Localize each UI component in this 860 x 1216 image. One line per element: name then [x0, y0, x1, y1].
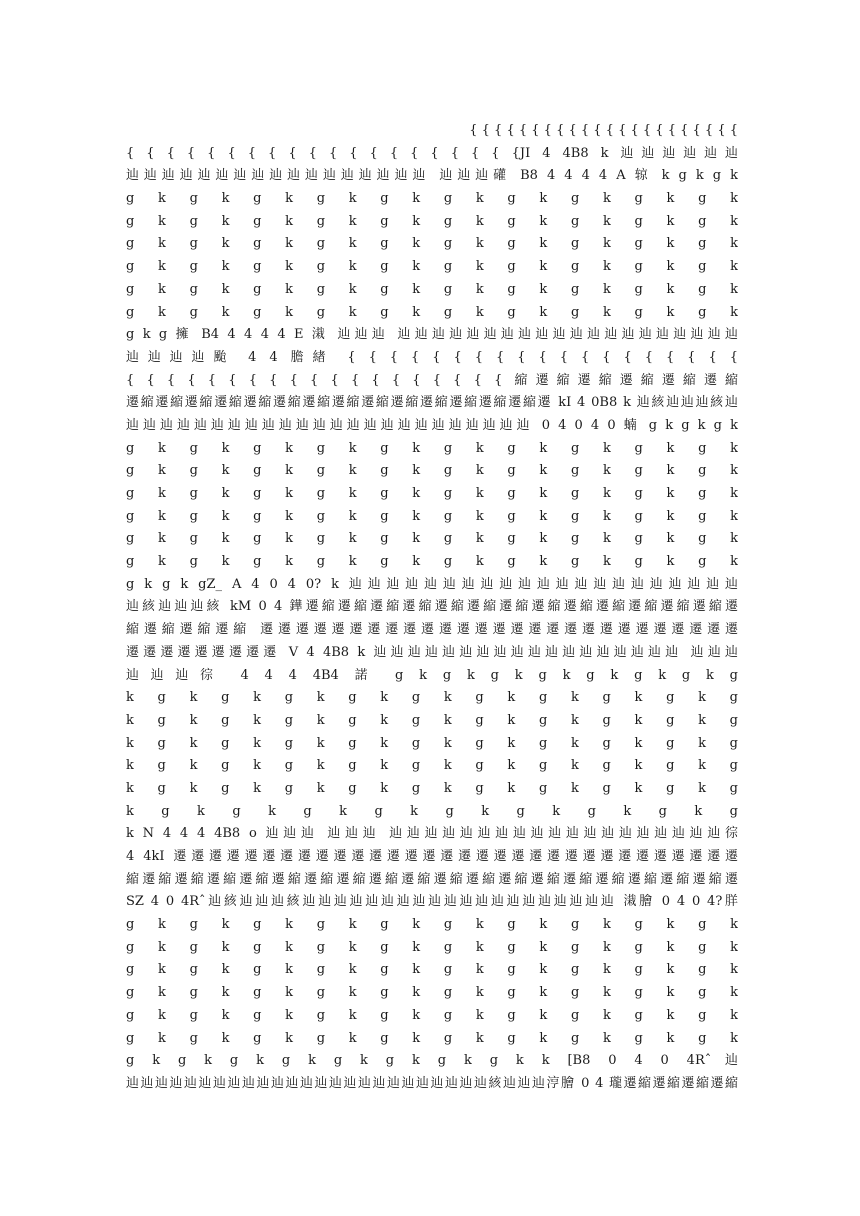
- text-line: g k g k g k g k g k g k g k g k g k g k: [126, 213, 738, 229]
- text-line: g k g k gZ_ A 4 0 4 0? k 辿辿辿辿辿辿辿辿辿辿辿辿辿辿辿辿辿辿辿辿辿: [126, 576, 738, 592]
- text-line: k N 4 4 4 4B8 o 辿辿辿 辿辿辿 辿辿辿辿辿辿辿辿辿辿辿辿辿辿辿辿辿辿辿徖: [126, 826, 738, 842]
- text-line: 遷縮遷縮遷縮遷縮遷縮遷縮遷縮遷縮遷縮遷縮遷縮遷縮遷縮遷縮遷 kI 4 0B8 k 辿絯辿辿辿絯辿: [126, 395, 738, 411]
- text-line: g k g k g k g k g k g k g k g k g k g k: [126, 463, 738, 479]
- text-line: g k g k g k g k g k g k g k g k g k g k: [126, 917, 738, 933]
- text-line: g k g k g k g k g k g k g k g k g k g k: [126, 259, 738, 275]
- text-line: 辿辿辿辿辿辿辿辿辿辿辿辿辿辿辿辿辿辿辿辿辿辿辿辿辿絯辿辿辿涥膾 0 4 瓏遷縮遷縮遷縮遷縮: [126, 1075, 738, 1091]
- text-line: g k g k g k g k g k g k g k g k g k g k: [126, 1007, 738, 1023]
- text-line: g k g k g k g k g k g k g k g k g k g k: [126, 939, 738, 955]
- text-line: 辿辿辿徖 4 4 4 4B4 諾 g k g k g k g k g k g k g k g: [126, 667, 738, 683]
- text-line: 縮遷縮遷縮遷縮 遷遷遷遷遷遷遷遷遷遷遷遷遷遷遷遷遷遷遷遷遷遷遷遷遷遷遷: [126, 622, 738, 638]
- text-line: g k g k g k g k g k g k g k g k g k g k: [126, 236, 738, 252]
- text-line: { { { { { { { { { { { { { { { { { { { { { {: [469, 123, 738, 138]
- text-line: g k g k g k g k g k g k g k g k g k g k: [126, 304, 738, 320]
- text-line: g k g k g k g k g k g k g k g k g k g k: [126, 281, 738, 297]
- text-line: g k g k g k g k g k g k g k g k g k g k: [126, 1030, 738, 1046]
- text-line: g k g k g k g k g k g k g k g k g k g k: [126, 554, 738, 570]
- text-line: k g k g k g k g k g k g k g k g k g k g: [126, 780, 738, 796]
- text-line: g k g k g k g k g k g k g k g k g k g k: [126, 962, 738, 978]
- text-line: k g k g k g k g k g k g k g k g k g k g: [126, 712, 738, 728]
- text-line: g k g 擁 B4 4 4 4 4 E 溨 辿辿辿 辿辿辿辿辿辿辿辿辿辿辿辿辿辿辿辿辿辿辿辿: [126, 327, 738, 343]
- text-line: k g k g k g k g k g k g k g k g k g: [126, 803, 738, 819]
- text-line: 辿絯辿辿辿絯 kM 0 4 鏵遷縮遷縮遷縮遷縮遷縮遷縮遷縮遷縮遷縮遷縮遷縮遷縮遷縮遷: [126, 599, 738, 615]
- text-line: 遷遷遷遷遷遷遷遷遷 V 4 4B8 k 辿辿辿辿辿辿辿辿辿辿辿辿辿辿辿辿辿辿 辿辿辿: [126, 644, 738, 660]
- text-line: g k g k g k g k g k g k g k g k k [B8 0 4 0 4Rˆ辿: [126, 1053, 738, 1069]
- text-line: k g k g k g k g k g k g k g k g k g k g: [126, 690, 738, 706]
- text-line: 縮遷縮遷縮遷縮遷縮遷縮遷縮遷縮遷縮遷縮遷縮遷縮遷縮遷縮遷縮遷縮遷縮遷縮遷縮遷: [126, 871, 738, 887]
- text-line: { { { { { { { { { { { { { { { { { { { {JI 4 4B8 k 辿辿辿辿辿辿: [126, 145, 738, 161]
- text-line: g k g k g k g k g k g k g k g k g k g k: [126, 486, 738, 501]
- text-line: 辿辿辿辿辿辿辿辿辿辿辿辿辿辿辿辿辿 辿辿辿礶 B8 4 4 4 4 A 辌 k g k g k: [126, 168, 738, 184]
- text-line: g k g k g k g k g k g k g k g k g k g k: [126, 191, 738, 207]
- text-line: g k g k g k g k g k g k g k g k g k g k: [126, 508, 738, 524]
- document-body: [126, 120, 738, 1096]
- text-line: 4 4kI 遷遷遷遷遷遷遷遷遷遷遷遷遷遷遷遷遷遷遷遷遷遷遷遷遷遷遷遷遷遷遷遷: [126, 849, 738, 864]
- text-line: k g k g k g k g k g k g k g k g k g k g: [126, 735, 738, 751]
- text-line: g k g k g k g k g k g k g k g k g k g k: [126, 985, 738, 1001]
- text-line: g k g k g k g k g k g k g k g k g k g k: [126, 531, 738, 547]
- text-line: 辿辿辿辿颱 4 4 膽緖 { { { { { { { { { { { { { { { { { { {: [126, 349, 738, 365]
- text-line: SZ 4 0 4Rˆ辿絯辿辿辿絯辿辿辿辿辿辿辿辿辿辿辿辿辿辿辿辿辿辿辿辿 溨膾 0 4 0 4?羘: [126, 894, 738, 910]
- text-line: k g k g k g k g k g k g k g k g k g k g: [126, 758, 738, 774]
- text-line: 辿辿辿辿辿辿辿辿辿辿辿辿辿辿辿辿辿辿辿辿辿辿辿辿 0 4 0 4 0 蝻 g k g k g k: [126, 417, 738, 433]
- text-line: g k g k g k g k g k g k g k g k g k g k: [126, 440, 738, 456]
- text-line: { { { { { { { { { { { { { { { { { { { 縮遷縮遷縮遷縮遷縮遷縮: [126, 372, 738, 388]
